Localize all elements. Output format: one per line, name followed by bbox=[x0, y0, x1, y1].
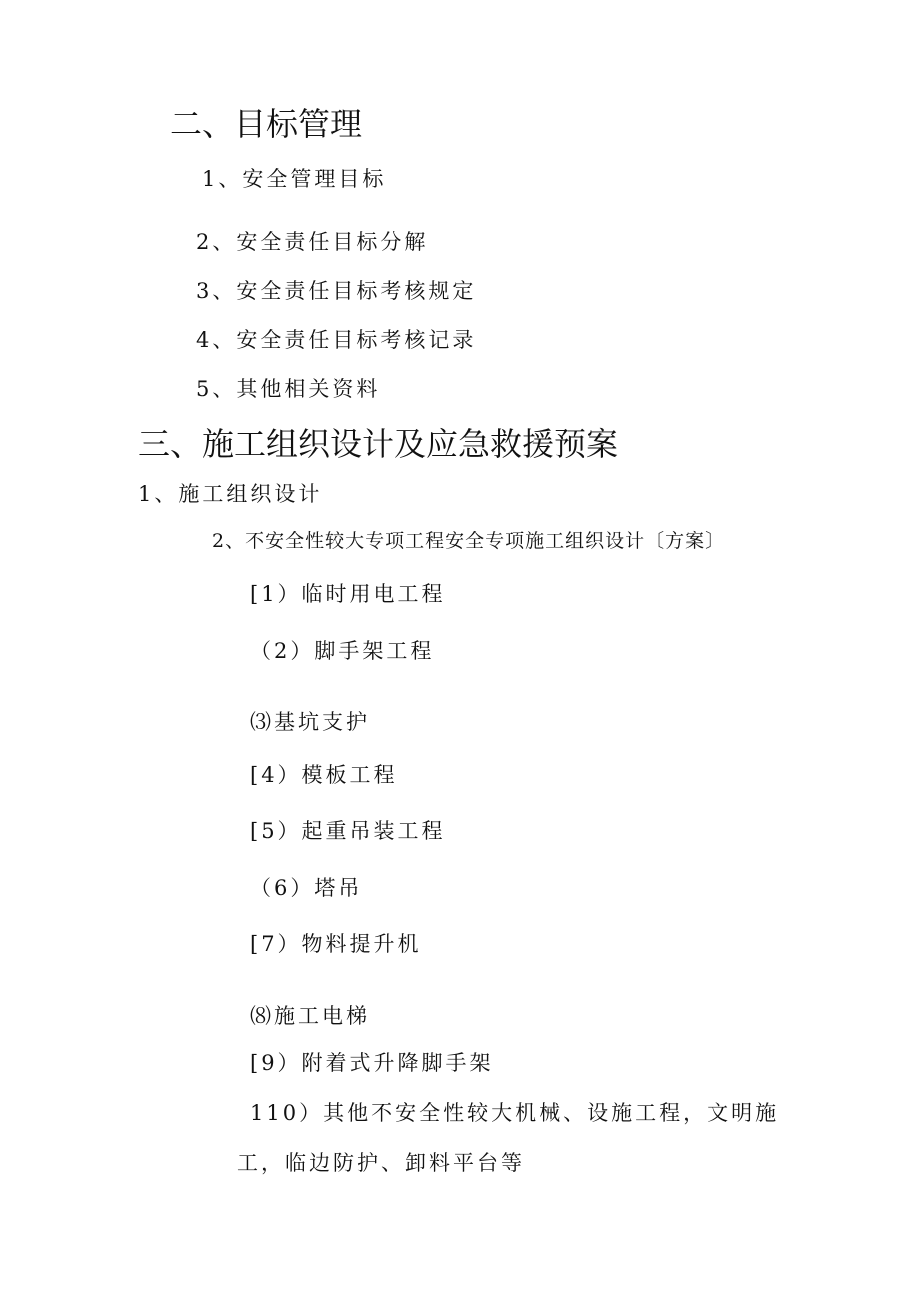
subitem-4: [4）模板工程 bbox=[250, 763, 398, 787]
section-2-item-5: 5、其他相关资料 bbox=[196, 377, 381, 401]
section-3-heading: 三、施工组织设计及应急救援预案 bbox=[138, 425, 619, 463]
section-2-item-2: 2、安全责任目标分解 bbox=[196, 230, 429, 254]
subitem-9: [9）附着式升降脚手架 bbox=[250, 1051, 494, 1075]
subitem-5: [5）起重吊装工程 bbox=[250, 819, 446, 843]
subitem-10: 110）其他不安全性较大机械、设施工程，文明施 bbox=[250, 1101, 780, 1125]
section-2-item-3: 3、安全责任目标考核规定 bbox=[196, 279, 477, 303]
subitem-2: （2）脚手架工程 bbox=[250, 639, 435, 663]
subitem-7: [7）物料提升机 bbox=[250, 932, 422, 956]
subitem-10-continuation: 工，临边防护、卸料平台等 bbox=[237, 1151, 525, 1175]
section-2-item-4: 4、安全责任目标考核记录 bbox=[196, 328, 477, 352]
section-3-item-1: 1、施工组织设计 bbox=[138, 482, 323, 506]
subitem-1: [1）临时用电工程 bbox=[250, 582, 446, 606]
section-2-item-1: 1、安全管理目标 bbox=[202, 167, 387, 191]
subitem-3: ⑶基坑支护 bbox=[250, 710, 370, 734]
section-3-item-2: 2、不安全性较大专项工程安全专项施工组织设计〔方案〕 bbox=[212, 530, 726, 552]
subitem-8: ⑻施工电梯 bbox=[250, 1004, 370, 1028]
subitem-6: （6）塔吊 bbox=[250, 876, 363, 900]
section-2-heading: 二、目标管理 bbox=[170, 105, 363, 143]
